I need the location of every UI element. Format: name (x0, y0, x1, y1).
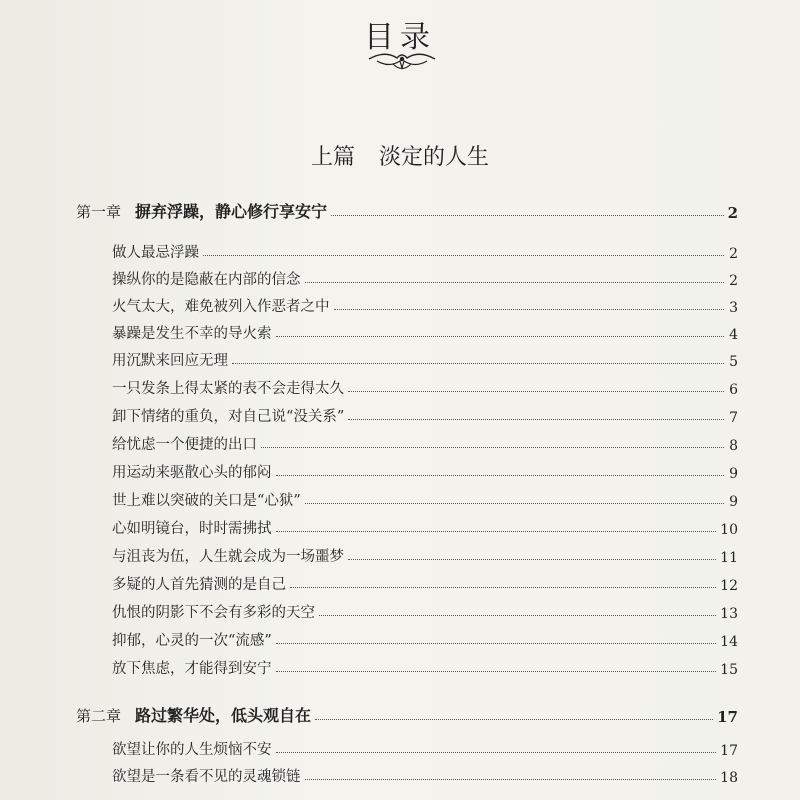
toc-section-entry[interactable] (112, 374, 738, 398)
section-title: 一只发条上得太紧的表不会走得太久 (112, 381, 344, 397)
dot-leader (232, 362, 724, 364)
dot-leader (261, 446, 724, 448)
dot-leader (305, 502, 724, 504)
toc-section-entry[interactable] (112, 514, 738, 538)
dot-leader (348, 390, 724, 392)
dot-leader (290, 586, 716, 588)
section-title: 用运动来驱散心头的郁闷 (112, 465, 272, 481)
page-number: 13 (720, 606, 738, 622)
page-number: 3 (729, 300, 738, 316)
chapter-number: 第一章 (76, 203, 122, 221)
toc-section-entry[interactable] (112, 319, 738, 343)
section-title: 多疑的人首先猜测的是自己 (112, 577, 286, 593)
toc-chapter-entry[interactable] (76, 702, 738, 726)
page-number: 9 (729, 466, 738, 482)
section-title: 欲望是一条看不见的灵魂锁链 (112, 769, 301, 785)
chapter-name: 摒弃浮躁，静心修行享安宁 (135, 202, 328, 221)
dot-leader (276, 751, 717, 753)
page-number: 2 (729, 246, 738, 262)
section-title: 火气太大，难免被列入作恶者之中 (112, 299, 330, 315)
section-title: 心如明镜台，时时需拂拭 (112, 521, 272, 537)
dot-leader (276, 335, 725, 337)
toc-section-entry[interactable] (112, 265, 738, 289)
toc-section-entry[interactable] (112, 430, 738, 454)
toc-section-entry[interactable] (112, 570, 738, 594)
toc-section-entry[interactable] (112, 735, 738, 759)
dot-leader (334, 308, 725, 310)
dot-leader (203, 254, 724, 256)
dot-leader (305, 281, 725, 283)
chapter-name: 路过繁华处，低头观自在 (135, 706, 312, 725)
dot-leader (331, 214, 724, 216)
dot-leader (319, 614, 716, 616)
section-title: 用沉默来回应无理 (112, 353, 228, 369)
dot-leader (315, 718, 713, 720)
dot-leader (348, 418, 724, 420)
page-number: 15 (720, 662, 738, 678)
toc-section-entry[interactable] (112, 458, 738, 482)
page-number: 10 (720, 522, 738, 538)
page-number: 5 (729, 354, 738, 370)
dot-leader (276, 474, 725, 476)
toc-section-entry[interactable] (112, 402, 738, 426)
toc-chapter-entry[interactable] (76, 198, 738, 222)
page-number: 2 (729, 273, 738, 289)
section-title: 卸下情绪的重负，对自己说“没关系” (112, 409, 345, 425)
toc-section-entry[interactable] (112, 598, 738, 622)
dot-leader (276, 670, 717, 672)
part-prefix: 上篇 (310, 145, 355, 170)
section-title: 放下焦虑，才能得到安宁 (112, 661, 272, 677)
section-title: 暴躁是发生不幸的导火索 (112, 326, 272, 342)
dot-leader (276, 642, 716, 644)
page-number: 12 (720, 578, 738, 594)
toc-section-entry[interactable] (112, 762, 738, 786)
page-number: 14 (720, 634, 738, 650)
section-title: 欲望让你的人生烦恼不安 (112, 742, 272, 758)
page-number: 11 (720, 550, 738, 566)
page-number: 17 (717, 708, 738, 726)
toc-section-entry[interactable] (112, 626, 738, 650)
dot-leader (348, 558, 716, 560)
page-title: 目录 (364, 20, 436, 55)
page-number: 6 (729, 382, 738, 398)
toc-section-entry[interactable] (112, 346, 738, 370)
toc-section-entry[interactable] (112, 238, 738, 262)
dot-leader (276, 530, 717, 532)
section-title: 操纵你的是隐蔽在内部的信念 (112, 272, 301, 288)
dot-leader (305, 778, 717, 780)
page-number: 8 (729, 438, 738, 454)
chapter-number: 第二章 (76, 707, 122, 725)
section-title: 抑郁，心灵的一次“流感” (112, 633, 272, 649)
toc-section-entry[interactable] (112, 292, 738, 316)
toc-section-entry[interactable] (112, 542, 738, 566)
section-title: 与沮丧为伍，人生就会成为一场噩梦 (112, 549, 344, 565)
page-number: 17 (720, 743, 738, 759)
page-number: 4 (729, 327, 738, 343)
toc-section-entry[interactable] (112, 486, 738, 510)
section-title: 世上难以突破的关口是“心狱” (112, 493, 301, 509)
section-title: 仇恨的阴影下不会有多彩的天空 (112, 605, 315, 621)
section-title: 给忧虑一个便捷的出口 (112, 437, 257, 453)
toc-section-entry[interactable] (112, 654, 738, 678)
page-number: 9 (729, 494, 738, 510)
section-title: 做人最忌浮躁 (112, 245, 199, 261)
page-number: 2 (727, 204, 738, 222)
part-name: 淡定的人生 (379, 145, 490, 170)
page-number: 7 (729, 410, 738, 426)
page-number: 18 (720, 770, 738, 786)
